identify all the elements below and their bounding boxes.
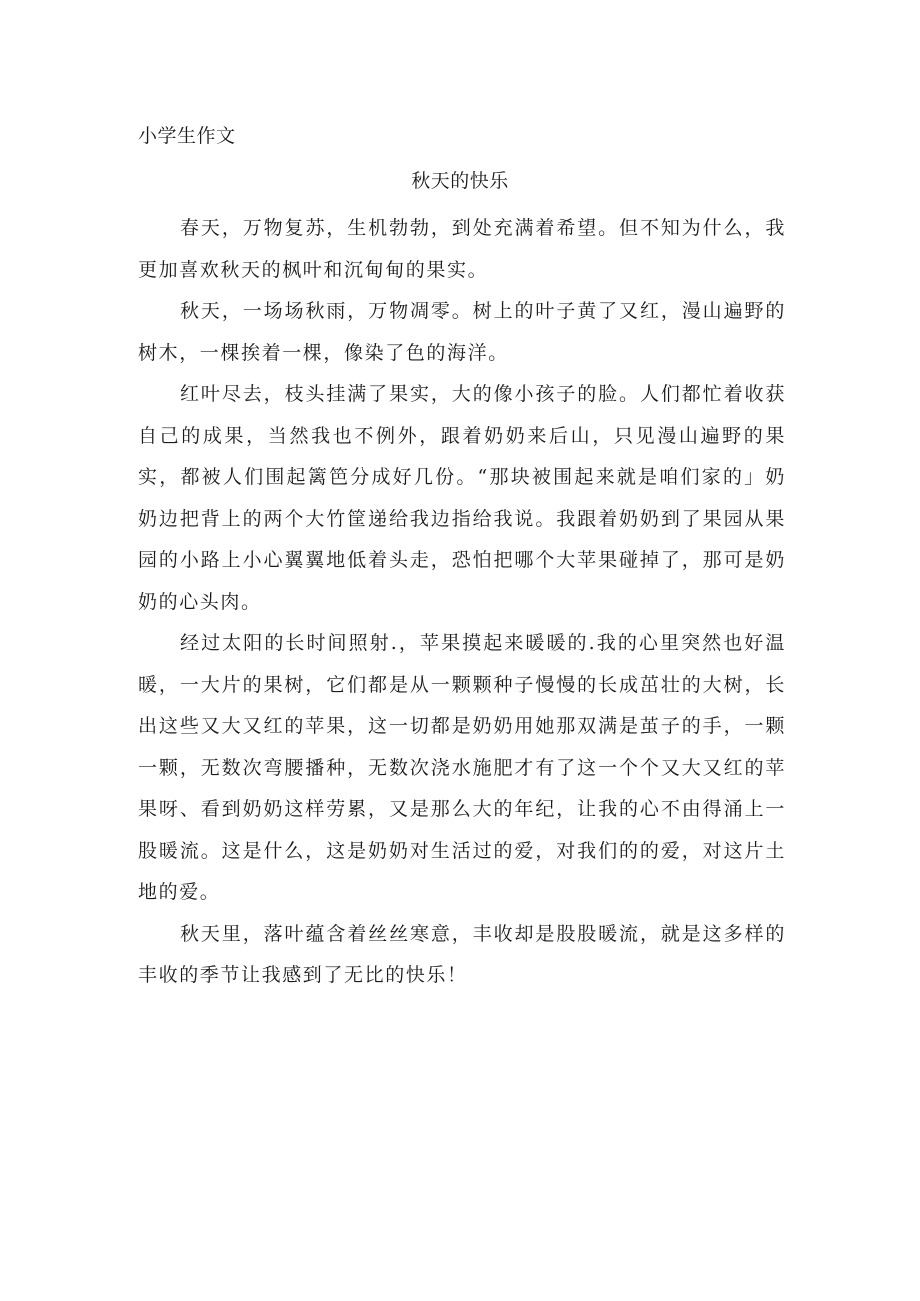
paragraph-4: 经过太阳的长时间照射.，苹果摸起来暖暖的.我的心里突然也好温暖，一大片的果树，它们都是从一颗颗种子慢慢的长成茁壮的大树，长出这些又大又红的苹果，这一切都是奶奶用她那双满是茧子的手，一颗一颗，无数次弯腰播种，无数次浇水施肥才有了这一个个又大又红的苹果呀、看到奶奶这样劳累，又是那么大的年纪，让我的心不由得涌上一股暖流。这是什么，这是奶奶对生活过的爱，对我们的的爱，对这片土地的爱。 — [138, 632, 786, 903]
document-title: 秋天的快乐 — [411, 170, 509, 192]
document-label: 小学生作文 — [138, 125, 236, 147]
paragraph-1: 春天，万物复苏，生机勃勃，到处充满着希望。但不知为什么，我更加喜欢秋天的枫叶和沉甸甸的果实。 — [138, 217, 786, 281]
paragraph-3: 红叶尽去，枝头挂满了果实，大的像小孩子的脸。人们都忙着收获自己的成果，当然我也不例外，跟着奶奶来后山，只见漫山遍野的果实，都被人们围起篱笆分成好几份。“那块被围起来就是咱们家的」奶奶边把背上的两个大竹筐递给我边指给我说。我跟着奶奶到了果园从果园的小路上小心翼翼地低着头走，恐怕把哪个大苹果碰掉了，那可是奶奶的心头肉。 — [138, 383, 786, 613]
paragraph-5: 秋天里，落叶蕴含着丝丝寒意，丰收却是股股暖流，就是这多样的丰收的季节让我感到了无比的快乐！ — [138, 922, 786, 986]
paragraph-2: 秋天，一场场秋雨，万物凋零。树上的叶子黄了又红，漫山遍野的树木，一棵挨着一棵，像染了色的海洋。 — [138, 300, 786, 364]
essay-body — [138, 208, 786, 997]
